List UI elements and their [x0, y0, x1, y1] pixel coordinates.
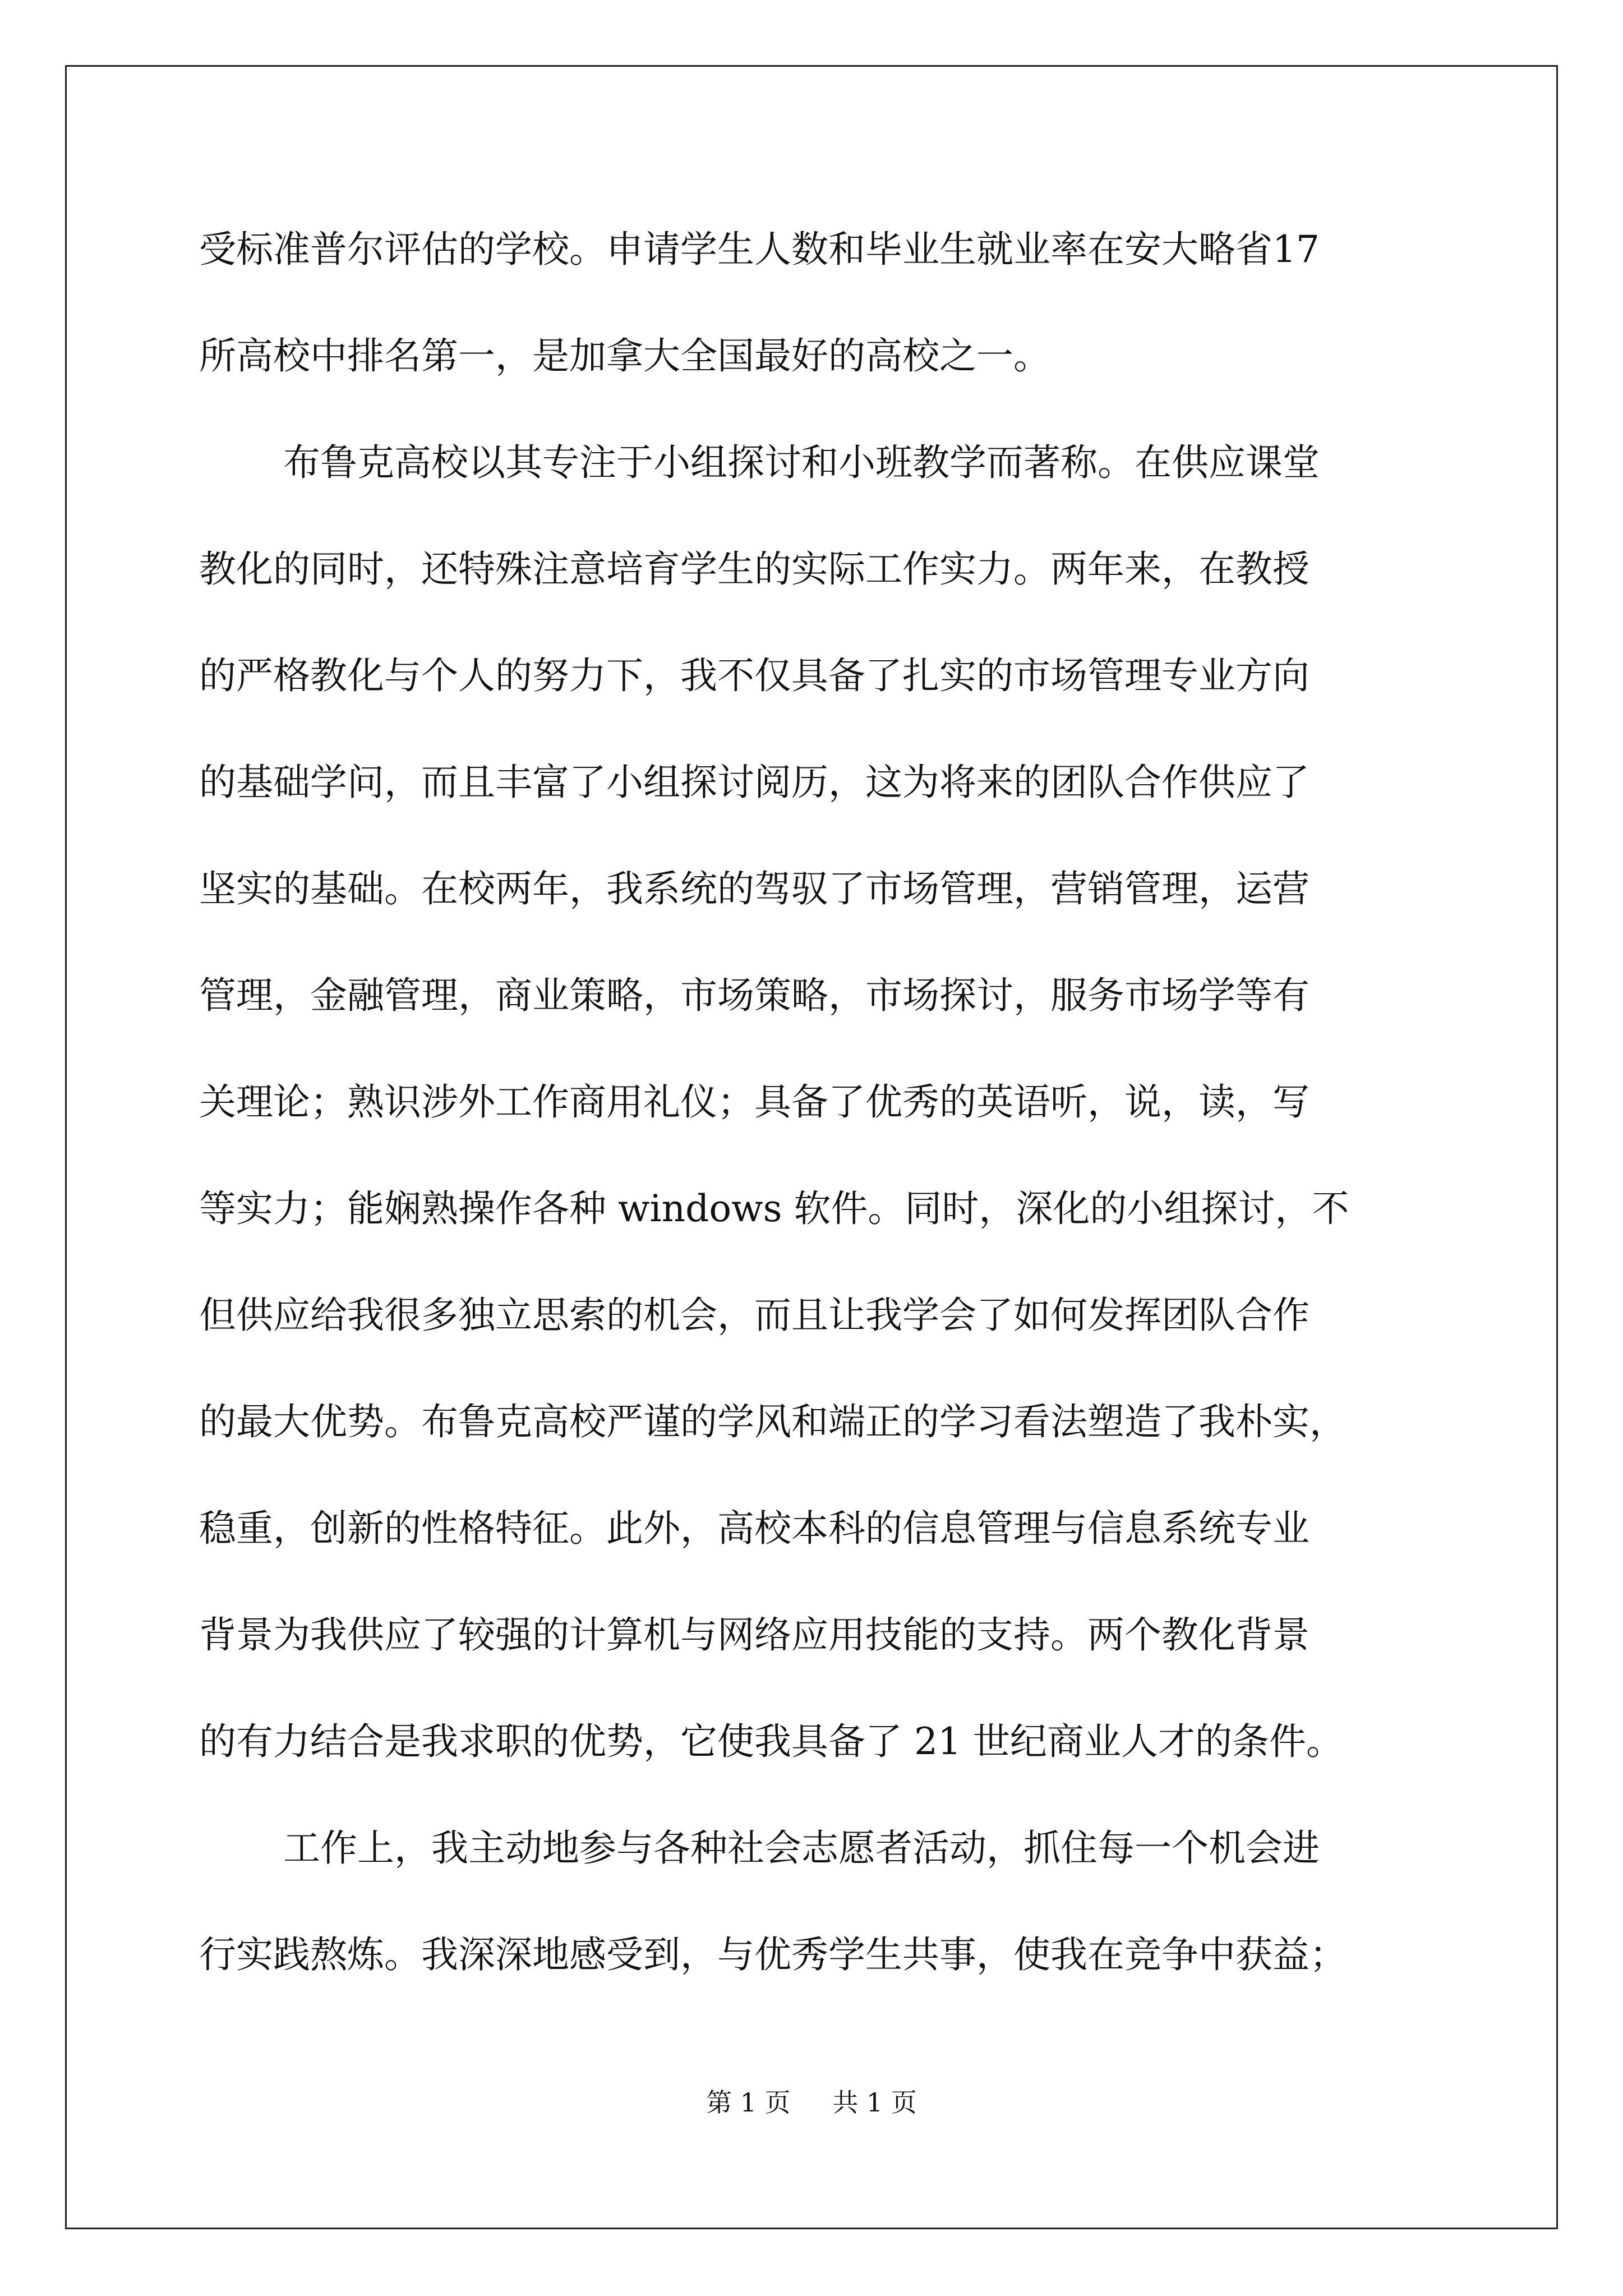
paragraph-start-line: 工作上，我主动地参与各种社会志愿者活动，抓住每一个机会进	[283, 1826, 1320, 1870]
text-line: 坚实的基础。在校两年，我系统的驾驭了市场管理，营销管理，运营	[199, 867, 1310, 910]
page-total: 共 1 页	[832, 2087, 917, 2118]
text-line: 管理，金融管理，商业策略，市场策略，市场探讨，服务市场学等有	[199, 974, 1310, 1017]
page-number: 第 1 页	[706, 2087, 791, 2118]
text-line: 教化的同时，还特殊注意培育学生的实际工作实力。两年来，在教授	[199, 547, 1310, 591]
text-line: 稳重，创新的性格特征。此外，高校本科的信息管理与信息系统专业	[199, 1507, 1310, 1550]
text-line: 关理论；熟识涉外工作商用礼仪；具备了优秀的英语听，说，读，写	[199, 1080, 1310, 1124]
paragraph-start-line: 布鲁克高校以其专注于小组探讨和小班教学而著称。在供应课堂	[283, 441, 1320, 484]
text-line: 但供应给我很多独立思索的机会，而且让我学会了如何发挥团队合作	[199, 1294, 1310, 1337]
text-line: 的最大优势。布鲁克高校严谨的学风和端正的学习看法塑造了我朴实，	[199, 1400, 1347, 1443]
text-line: 的严格教化与个人的努力下，我不仅具备了扎实的市场管理专业方向	[199, 654, 1310, 697]
text-line: 的有力结合是我求职的优势，它使我具备了 21 世纪商业人才的条件。	[199, 1720, 1343, 1763]
text-line: 所高校中排名第一，是加拿大全国最好的高校之一。	[199, 334, 1050, 378]
text-line: 受标准普尔评估的学校。申请学生人数和毕业生就业率在安大略省17	[199, 228, 1320, 271]
document-body	[199, 213, 1433, 2025]
page-footer	[0, 2086, 1623, 2119]
text-line: 等实力；能娴熟操作各种 windows 软件。同时，深化的小组探讨，不	[199, 1187, 1349, 1230]
text-line: 背景为我供应了较强的计算机与网络应用技能的支持。两个教化背景	[199, 1613, 1310, 1657]
text-line: 行实践熬炼。我深深地感受到，与优秀学生共事，使我在竞争中获益；	[199, 1933, 1347, 1976]
text-line: 的基础学问，而且丰富了小组探讨阅历，这为将来的团队合作供应了	[199, 761, 1310, 804]
